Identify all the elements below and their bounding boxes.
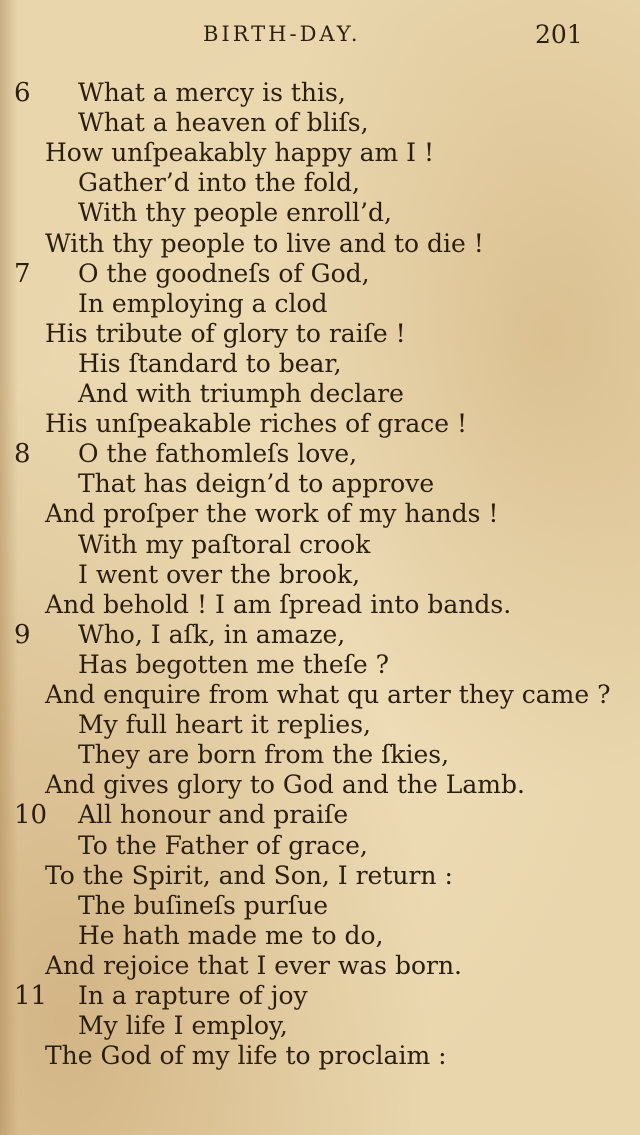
page-number: 201 xyxy=(535,20,583,49)
line-text: Has begotten me theſe ? xyxy=(78,649,390,679)
line-text: What a heaven of bliſs, xyxy=(78,108,369,138)
line-text: All honour and praiſe xyxy=(78,800,349,830)
line-text: With my paſtoral crook xyxy=(78,529,371,559)
line-text: His unſpeakable riches of grace ! xyxy=(45,409,468,439)
line-text: And enquire from what qu arter they came ? xyxy=(45,680,611,709)
line-text: Who, I aſk, in amaze, xyxy=(78,619,346,649)
stanza-number: 7 xyxy=(14,258,31,289)
line-text: My full heart it replies, xyxy=(78,710,372,740)
line-text: And behold ! I am ſpread into bands. xyxy=(45,589,512,619)
line-text: What a mercy is this, xyxy=(78,78,346,107)
stanza-number: 8 xyxy=(14,439,31,470)
line-text: They are born from the ſkies, xyxy=(78,740,450,770)
line-text: His tribute of glory to raiſe ! xyxy=(45,318,406,348)
line-text: And proſper the work of my hands ! xyxy=(45,499,499,529)
line-text: To the Spirit, and Son, I return : xyxy=(45,860,453,890)
line-text: The God of my life to proclaim : xyxy=(45,1041,447,1071)
line-text: And rejoice that I ever was born. xyxy=(45,950,463,980)
line-text: With thy people enroll’d, xyxy=(78,198,392,228)
line-text: To the Father of grace, xyxy=(78,830,368,860)
line-text: In employing a clod xyxy=(78,288,328,318)
line-text: And gives glory to God and the Lamb. xyxy=(45,770,525,800)
line-text: O the goodneſs of God, xyxy=(78,258,370,288)
line-text: The buſineſs purſue xyxy=(78,890,328,920)
line-text: O the fathomleſs love, xyxy=(78,439,358,469)
line-text: How unſpeakably happy am I ! xyxy=(45,138,434,168)
line-text: I went over the brook, xyxy=(78,559,361,589)
running-title: BIRTH-DAY. xyxy=(203,22,361,46)
stanza-number: 9 xyxy=(14,619,31,650)
stanza-number: 11 xyxy=(14,981,48,1011)
line-text: In a rapture of joy xyxy=(78,981,308,1010)
line-text: He hath made me to do, xyxy=(78,920,384,950)
page-header xyxy=(0,20,640,56)
line-text: His ſtandard to bear, xyxy=(78,348,342,378)
line-text: With thy people to live and to die ! xyxy=(45,228,484,258)
line-text: My life I employ, xyxy=(78,1011,288,1041)
line-text: That has deign’d to approve xyxy=(78,469,435,499)
stanza-number: 6 xyxy=(14,78,31,108)
line-text: And with triumph declare xyxy=(78,379,404,408)
stanza-number: 10 xyxy=(14,800,48,831)
line-text: Gather’d into the fold, xyxy=(78,168,360,198)
